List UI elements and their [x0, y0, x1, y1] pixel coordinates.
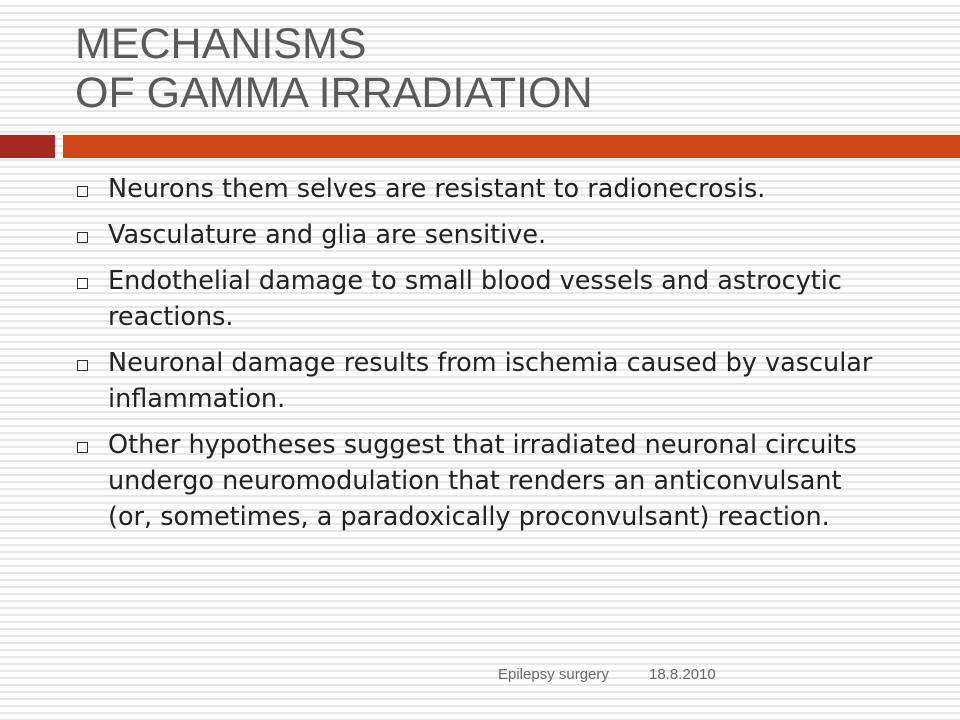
- footer-title: Epilepsy surgery: [498, 666, 609, 683]
- bullet-item: [77, 263, 877, 335]
- bullet-text: Other hypotheses suggest that irradiated neuronal circuits undergo neuromodulation that renders an anticonvulsant (or, sometimes, a paradoxically proconvulsant) reaction.: [108, 430, 857, 532]
- bullet-text: Vasculature and glia are sensitive.: [108, 220, 547, 250]
- slide-footer: [498, 666, 716, 683]
- bullet-list: [77, 171, 877, 545]
- hollow-square-bullet-icon: [77, 442, 88, 453]
- bullet-item: [77, 427, 877, 535]
- title-line-1: MECHANISMS: [75, 20, 367, 68]
- accent-bar-right: [63, 135, 960, 158]
- slide-title: [75, 20, 935, 118]
- bullet-text: Neurons them selves are resistant to radionecrosis.: [108, 174, 766, 204]
- hollow-square-bullet-icon: [77, 360, 88, 371]
- bullet-item: [77, 171, 877, 207]
- hollow-square-bullet-icon: [77, 232, 88, 243]
- bullet-item: [77, 345, 877, 417]
- hollow-square-bullet-icon: [77, 278, 88, 289]
- bullet-text: Endothelial damage to small blood vessels and astrocytic reactions.: [108, 266, 842, 332]
- accent-bar-left: [0, 135, 55, 158]
- bullet-text: Neuronal damage results from ischemia caused by vascular inflammation.: [108, 348, 873, 414]
- title-line-2: OF GAMMA IRRADIATION: [75, 69, 593, 117]
- bullet-item: [77, 217, 877, 253]
- footer-date: 18.8.2010: [649, 666, 716, 683]
- hollow-square-bullet-icon: [77, 186, 88, 197]
